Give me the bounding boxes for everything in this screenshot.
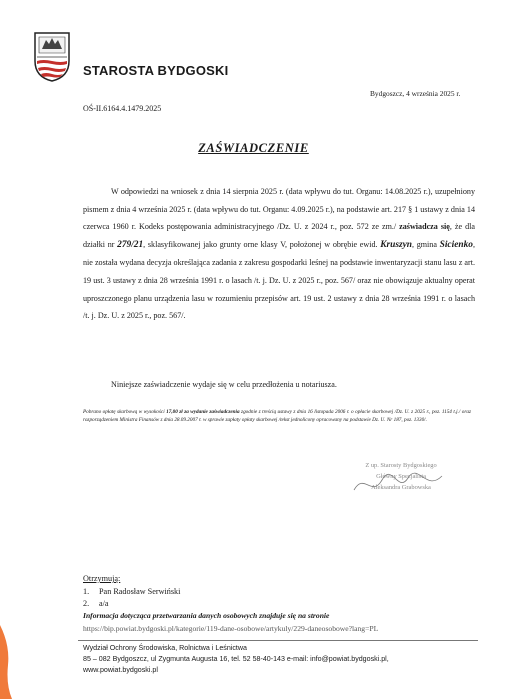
list-item-number: 2.	[83, 599, 90, 608]
body-text	[83, 183, 475, 325]
list-item	[83, 586, 180, 598]
body-segment: , że dla działki nr	[83, 222, 475, 249]
handwritten-signature-icon	[346, 468, 456, 500]
certify-phrase: zaświadcza się	[399, 222, 450, 232]
coat-of-arms-icon	[33, 31, 71, 83]
footer-divider	[78, 640, 478, 641]
privacy-info-heading: Informacja dotycząca przetwarzania danych osobowych znajduje się na stronie	[83, 611, 330, 620]
body-segment: , nie została wydana decyzja określająca zadania z zakresu gospodarki leśnej na podstawie inwentaryzacji stanu lasu z art. 19 ust. 3 ustawy z dnia 28 września 1991 r. o lasach /t. j. Dz. U. z 2025 r., poz. 567/ oraz nie obowiązuje aktualny operat uproszczonego planu urządzenia lasu w rozumieniu przepisów art. 19 ust. 2 ustawy z dnia 28 września 1991 r. o lasach /t. j. Dz. U. z 2025 r., poz. 567/.	[83, 239, 475, 321]
recipients-list	[83, 586, 180, 610]
recipients-heading: Otrzymują:	[83, 574, 121, 583]
municipality-name: Sicienko	[439, 239, 473, 250]
place-date: Bydgoszcz, 4 września 2025 r.	[370, 89, 461, 98]
signature-line: Główny Specjalista	[376, 473, 426, 480]
parcel-number: 279/21	[117, 239, 144, 250]
reference-number: OŚ-II.6164.4.1479.2025	[83, 104, 162, 113]
closing-sentence: Niniejsze zaświadczenie wydaje się w celu przedłożenia u notariusza.	[111, 380, 337, 389]
body-segment: W odpowiedzi na wniosek z dnia 14 sierpnia 2025 r. (data wpływu do tut. Organu: 14.08.2025 r.), uzupełniony pismem z dnia 4 września 2025 r. (data wpływu do tut. Organu: 4.09.2025 r.), na podstawie art. 217 § 1 ustawy z dnia 14 czerwca 1960 r. Kodeks postępowania administracyjnego /Dz. U. z 2024 r., poz. 572 ze zm./	[83, 187, 475, 232]
fee-amount: 17,00 zł za wydanie zaświadczenia	[166, 409, 240, 415]
fee-note	[83, 408, 471, 424]
footer-website: www.powiat.bydgoski.pl	[83, 666, 158, 674]
fee-note-text: zgodnie z treścią ustawy z dnia 16 listopada 2006 r. o opłacie skarbowej /Dz. U. z 2025 r., poz. 1154 t.j./ oraz rozporządzeniem Ministra Finansów z dnia 28.09.2007 r. w sprawie zapłaty opłaty skarbowej /tekst jednolicony opracowany na podstawie Dz. U. Nr 187, poz. 1330/.	[83, 409, 471, 424]
document-title: ZAŚWIADCZENIE	[198, 141, 309, 155]
footer-address: 85 – 082 Bydgoszcz, ul Zygmunta Augusta 16, tel. 52 58-40-143 e-mail: info@powiat.bydgoski.pl,	[83, 655, 389, 663]
office-name: STAROSTA BYDGOSKI	[83, 63, 229, 78]
list-item-text: a/a	[99, 599, 109, 608]
footer-department: Wydział Ochrony Środowiska, Rolnictwa i Leśnictwa	[83, 644, 247, 652]
list-item-number: 1.	[83, 587, 90, 596]
village-name: Kruszyn	[380, 239, 412, 250]
orange-edge-strip	[0, 625, 14, 699]
list-item	[83, 598, 180, 610]
footer	[83, 643, 389, 676]
list-item-text: Pan Radosław Serwiński	[99, 587, 181, 596]
signature-line: Aleksandra Grabowska	[371, 484, 431, 491]
body-segment: , sklasyfikowanej jako grunty orne klasy V, położonej w obrębie ewid.	[143, 239, 381, 249]
fee-note-text: Pobrano opłatę skarbową w wysokości	[83, 409, 167, 415]
signature-line: Z up. Starosty Bydgoskiego	[365, 462, 437, 469]
body-segment: , gmina	[412, 239, 440, 249]
signature-block	[336, 460, 466, 508]
privacy-info-link[interactable]: https://bip.powiat.bydgoski.pl/kategorie/119-dane-osobowe/artykuly/229-daneosobowe?lang=PL	[83, 624, 379, 633]
